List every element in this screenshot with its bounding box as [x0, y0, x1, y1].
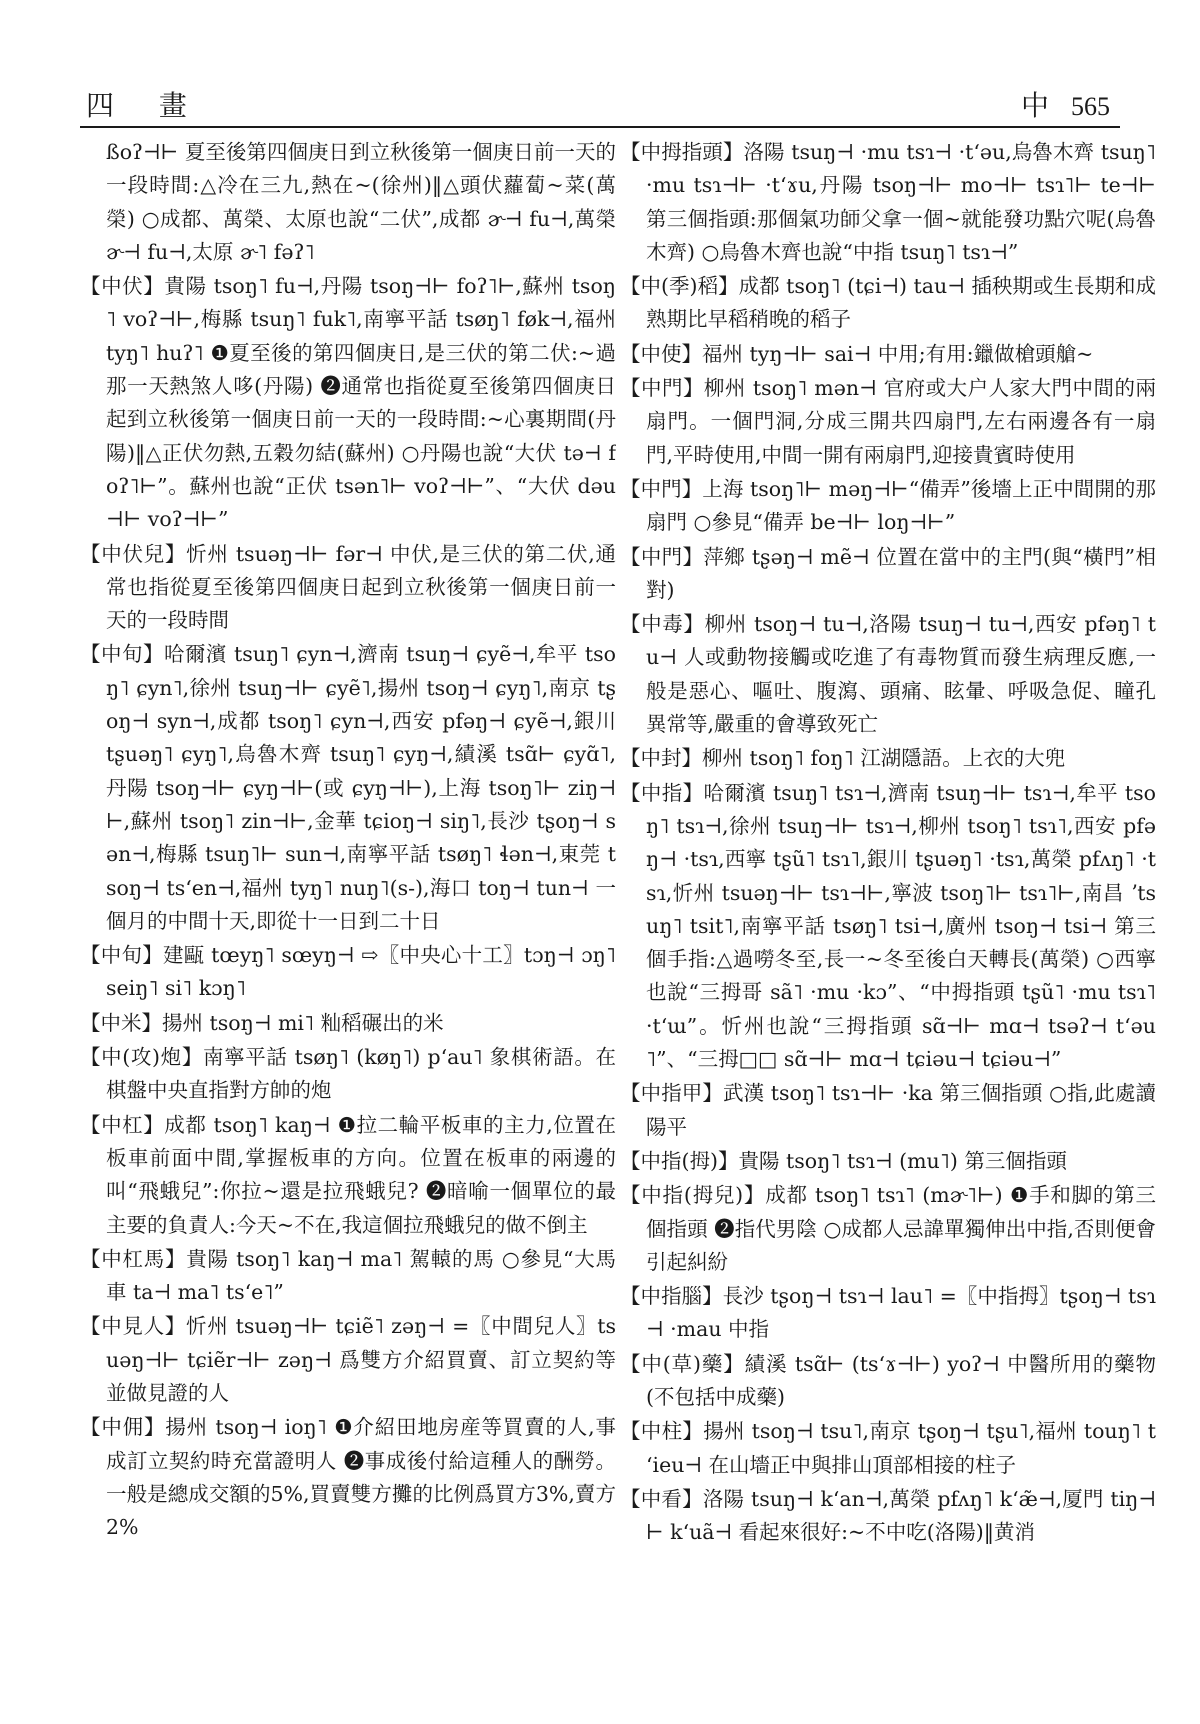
- section-title: 四 畫: [86, 89, 205, 122]
- dictionary-entry: 【中柱】揚州 tsoŋ⊣ tsu˥,南京 tʂoŋ⊣ tʂu˥,福州 touŋ˥ tʻieu⊣ 在山墻正中與排山頂部相接的柱子: [620, 1419, 1156, 1477]
- header-rule: [80, 126, 1120, 128]
- dictionary-entry: 【中杠馬】貴陽 tsoŋ˥ kaŋ⊣ ma˥ 駕轅的馬 ○參見“大馬車 ta⊣ ma˥ tsʻe˥”: [80, 1246, 616, 1305]
- dictionary-entry: 【中伏兒】忻州 tsuəŋ⊣⊢ fər⊣ 中伏,是三伏的第二伏,通常也指從夏至後第四個庚日起到立秋後第一個庚日前一天的一段時間: [80, 541, 616, 633]
- dictionary-entry: 【中門】柳州 tsoŋ˥ mən⊣ 官府或大户人家大門中間的兩扇門。一個門洞,分成三開共四扇門,左右兩邊各有一扇門,平時使用,中間一開有兩扇門,迎接貴賓時使用: [620, 376, 1156, 467]
- dictionary-entry: ßoʔ⊣⊢ 夏至後第四個庚日到立秋後第一個庚日前一天的一段時間:△冷在三九,熱在~(徐州)‖△頭伏蘿蔔~菜(萬榮) ○成都、萬榮、太原也說“二伏”,成都 ɚ⊣ fu⊣,萬榮 ɚ⊣ fu⊣,太原 ɚ˥ fəʔ˥: [106, 140, 616, 264]
- dictionary-entry: 【中指(拇)】貴陽 tsoŋ˥ tsɿ⊣ (mu˥) 第三個指頭: [620, 1148, 1067, 1173]
- dictionary-entry: 【中使】福州 tyŋ⊣⊢ sai⊣ 中用;有用:鑞做槍頭艙~: [620, 341, 1094, 366]
- left-column: [80, 136, 616, 1706]
- page-number: 565: [1071, 92, 1110, 121]
- dictionary-entry: 【中佣】揚州 tsoŋ⊣ ioŋ˥ ❶介紹田地房産等買賣的人,事成訂立契約時充當證明人 ❷事成後付給這種人的酬勞。一般是總成交額的5%,買賣雙方攤的比例爲買方3%,賣方2%: [80, 1415, 616, 1540]
- page-locator: [1021, 84, 1110, 124]
- dictionary-entry: 【中伏】貴陽 tsoŋ˥ fu⊣,丹陽 tsoŋ⊣⊢ foʔ˥⊢,蘇州 tsoŋ˥ voʔ⊣⊢,梅縣 tsuŋ˥ fuk˥,南寧平話 tsøŋ˥ føk⊣,福州 tyŋ˥ huʔ˥ ❶夏至後的第四個庚日,是三伏的第二伏:~過那一天熱煞人哆(丹陽) ❷通常也指從夏至後第四個庚日起到立秋後第一個庚日前一天的一段時間:~心裏期間(丹陽)‖△正伏勿熱,五穀勿結(蘇州) ○丹陽也說“大伏 tə⊣ foʔ˥⊢”。蘇州也說“正伏 tsən˥⊢ voʔ⊣⊢”、“大伏 dəu⊣⊢ voʔ⊣⊢”: [80, 274, 616, 532]
- dictionary-entry: 【中指(拇兒)】成都 tsoŋ˥ tsɿ˥ (mɚ˥⊢) ❶手和脚的第三個指頭 ❷指代男陰 ○成都人忌諱單獨伸出中指,否則便會引起糾紛: [620, 1183, 1156, 1274]
- dictionary-entry: 【中旬】建甌 tœyŋ˥ sœyŋ⊣ ⇨〖中央心十工〗tɔŋ⊣ ɔŋ˥ seiŋ˥ si˥ kɔŋ˥: [80, 943, 616, 1001]
- dictionary-entry: 【中門】萍鄉 tʂəŋ⊣ mẽ⊣ 位置在當中的主門(與“橫門”相對): [620, 544, 1156, 602]
- headword-char: 中: [1020, 89, 1049, 122]
- dictionary-entry: 【中旬】哈爾濱 tsuŋ˥ ɕyn⊣,濟南 tsuŋ⊣ ɕyẽ⊣,牟平 tsoŋ˥ ɕyn˥,徐州 tsuŋ⊣⊢ ɕyẽ˥,揚州 tsoŋ⊣ ɕyŋ˥,南京 tʂoŋ⊣ syn⊣,成都 tsoŋ˥ ɕyn⊣,西安 pfəŋ⊣ ɕyẽ⊣,銀川 tʂuəŋ˥ ɕyŋ˥,烏魯木齊 tsuŋ˥ ɕyŋ⊣,績溪 tsɑ̃⊢ ɕyɑ̃˥,丹陽 tsoŋ⊣⊢ ɕyŋ⊣⊢(或 ɕyŋ⊣⊢),上海 tsoŋ˥⊢ ziŋ⊣⊢,蘇州 tsoŋ˥ zin⊣⊢,金華 tɕioŋ⊣ siŋ˥,長沙 tʂoŋ⊣ sən⊣,梅縣 tsuŋ˥⊢ sun⊣,南寧平話 tsøŋ˥ ɬən⊣,東莞 tsoŋ⊣ tsʻen⊣,福州 tyŋ˥ nuŋ˥(s-),海口 toŋ⊣ tun⊣ 一個月的中間十天,即從十一日到二十日: [80, 642, 616, 933]
- dictionary-entry: 【中杠】成都 tsoŋ˥ kaŋ⊣ ❶拉二輪平板車的主力,位置在板車前面中間,掌握板車的方向。位置在板車的兩邊的叫“飛蛾兒”:你拉~還是拉飛蛾兒? ❷暗喻一個單位的最主要的負責人:今天~不在,我這個拉飛蛾兒的做不倒主: [80, 1112, 616, 1237]
- dictionary-entry: 【中看】洛陽 tsuŋ⊣ kʻan⊣,萬榮 pfʌŋ˥ kʻæ̃⊣,厦門 tiŋ⊣⊢ kʻuã⊣ 看起來很好:~不中吃(洛陽)‖黄消: [620, 1486, 1156, 1545]
- dictionary-entry: 【中封】柳州 tsoŋ˥ foŋ˥ 江湖隱語。上衣的大兜: [620, 746, 1066, 771]
- dictionary-entry: 【中(草)藥】績溪 tsɑ̃⊢ (tsʻɤ⊣⊢) yoʔ⊣ 中醫所用的藥物(不包括中成藥): [620, 1351, 1156, 1409]
- dictionary-entry: 【中(季)稻】成都 tsoŋ˥ (tɕi⊣) tau⊣ 插秧期或生長期和成熟期比早稻稍晚的稻子: [620, 274, 1156, 332]
- dictionary-entry: 【中(攻)炮】南寧平話 tsøŋ˥ (køŋ˥) pʻau˥ 象棋術語。在棋盤中央直指對方帥的炮: [80, 1045, 616, 1103]
- dictionary-entry: 【中拇指頭】洛陽 tsuŋ⊣ ·mu tsɿ⊣ ·tʻəu,烏魯木齊 tsuŋ˥ ·mu tsɿ⊣⊢ ·tʻɤu,丹陽 tsoŋ⊣⊢ mo⊣⊢ tsɿ˥⊢ te⊣⊢ 第三個指頭:那個氣功師父拿一個~就能發功點穴呢(烏魯木齊) ○烏魯木齊也說“中指 tsuŋ˥ tsɿ⊣”: [620, 140, 1156, 264]
- page-header: [80, 78, 1120, 128]
- dictionary-entry: 【中毒】柳州 tsoŋ⊣ tu⊣,洛陽 tsuŋ⊣ tu⊣,西安 pfəŋ˥ tu⊣ 人或動物接觸或吃進了有毒物質而發生病理反應,一般是惡心、嘔吐、腹瀉、頭痛、眩暈、呼吸急促、瞳孔異常等,嚴重的會導致死亡: [620, 612, 1156, 737]
- dictionary-entry: 【中見人】忻州 tsuəŋ⊣⊢ tɕiẽ˥ zəŋ⊣ =〖中間兒人〗tsuəŋ⊣⊢ tɕiẽr⊣⊢ zəŋ⊣ 爲雙方介紹買賣、訂立契約等並做見證的人: [80, 1314, 616, 1405]
- dictionary-entry: 【中米】揚州 tsoŋ⊣ mi˥ 籼稻碾出的米: [80, 1010, 444, 1035]
- dictionary-entry: 【中指甲】武漢 tsoŋ˥ tsɿ⊣⊢ ·ka 第三個指頭 ○指,此處讀陽平: [620, 1081, 1156, 1139]
- right-column: [620, 136, 1156, 1706]
- dictionary-entry: 【中指腦】長沙 tʂoŋ⊣ tsɿ⊣ lau˥ =〖中指拇〗tʂoŋ⊣ tsɿ⊣ ·mau 中指: [620, 1284, 1156, 1342]
- dictionary-entry: 【中指】哈爾濱 tsuŋ˥ tsɿ⊣,濟南 tsuŋ⊣⊢ tsɿ⊣,牟平 tsoŋ˥ tsɿ⊣,徐州 tsuŋ⊣⊢ tsɿ⊣,柳州 tsoŋ˥ tsɿ˥,西安 pfəŋ⊣ ·tsɿ,西寧 tʂũ˥ tsɿ˥,銀川 tʂuəŋ˥ ·tsɿ,萬榮 pfʌŋ˥ ·tsɿ,忻州 tsuəŋ⊣⊢ tsɿ⊣⊢,寧波 tsoŋ˥⊢ tsɿ˥⊢,南昌 ʼtsuŋ˥ tsit˥,南寧平話 tsøŋ˥ tsi⊣,廣州 tsoŋ⊣ tsi⊣ 第三個手指:△過嘮冬至,長一~冬至後白天轉長(萬榮) ○西寧也說“三拇哥 sã˥ ·mu ·kɔ”、“中拇指頭 tʂũ˥ ·mu tsɿ˥ ·tʻɯ”。忻州也說“三拇指頭 sɑ̃⊣⊢ mɑ⊣ tsəʔ⊣ tʻəu˥”、“三拇□□ sɑ̃⊣⊢ mɑ⊣ tɕiəu⊣ tɕiəu⊣”: [620, 780, 1156, 1072]
- dictionary-entry: 【中門】上海 tsoŋ˥⊢ məŋ⊣⊢“備弄”後墻上正中間開的那扇門 ○參見“備弄 be⊣⊢ loŋ⊣⊢”: [620, 476, 1156, 535]
